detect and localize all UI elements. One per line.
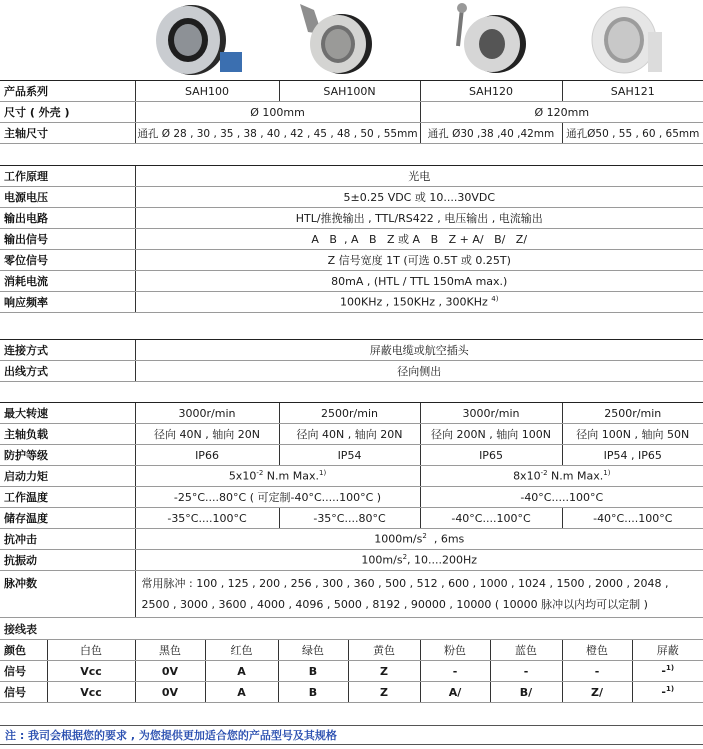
torque-base: 8x10: [513, 469, 541, 483]
signal-cell: B/: [490, 682, 562, 703]
vibration-exp: 2: [402, 553, 408, 562]
color-cell: 黄色: [348, 640, 420, 661]
torque-exp: -2: [540, 469, 548, 478]
signal-cell: B: [278, 682, 348, 703]
cell: -40°C....100°C: [420, 508, 562, 529]
table-row: [0, 571, 703, 618]
cell: IP54 , IP65: [562, 445, 703, 466]
series-sah121: SAH121: [562, 81, 703, 102]
table-row: [0, 361, 703, 382]
row-value: HTL/推挽输出 , TTL/RS422 , 电压输出 , 电流输出: [135, 208, 703, 229]
footer-note: 注 : 我司会根据您的要求 , 为您提供更加适合您的产品型号及其规格: [0, 725, 703, 745]
table-row: [0, 529, 703, 550]
row-label: 输出电路: [0, 208, 135, 229]
row-label: 主轴负载: [0, 424, 135, 445]
pulse-list: 常用脉冲 : 100 , 125 , 200 , 256 , 300 , 360 , 500 , 512 , 600 , 1000 , 1024 , 1500 , 2000 , 2048 , 2500 , 3000 , 3600 , 4000 , 4096 , 5000 , 8192 , 90000 , 10000 ( 10000 脉冲以内均可以定制 ): [135, 571, 703, 618]
signal-cell: [632, 661, 703, 682]
row-label: 出线方式: [0, 361, 135, 382]
freq-text: 100KHz , 150KHz , 300KHz: [340, 295, 488, 309]
row-label: 信号: [0, 682, 47, 703]
signal-cell: -: [562, 661, 632, 682]
series-table: [0, 80, 703, 144]
series-sah100: SAH100: [135, 81, 279, 102]
footnote-mark: 1): [666, 685, 675, 694]
electrical-table: [0, 165, 703, 313]
wiring-row: [0, 661, 703, 682]
encoder-sah120-photo: [450, 2, 530, 76]
cell: 2500r/min: [562, 403, 703, 424]
footnote-mark: 1): [318, 469, 327, 478]
cell: -40°C....100°C: [562, 508, 703, 529]
table-row: [0, 445, 703, 466]
row-label: 储存温度: [0, 508, 135, 529]
signal-cell: Vcc: [47, 682, 135, 703]
row-label: 消耗电流: [0, 271, 135, 292]
shield-signal: -: [661, 664, 666, 678]
row-label: 颜色: [0, 640, 47, 661]
wiring-table: [0, 640, 703, 703]
signal-cell: A: [205, 682, 278, 703]
table-row: [0, 250, 703, 271]
signal-cell: -: [490, 661, 562, 682]
row-label: 尺寸 ( 外壳 ): [0, 102, 135, 123]
table-row: [0, 424, 703, 445]
row-label: 脉冲数: [0, 571, 135, 618]
footnote-mark: 1): [666, 664, 675, 673]
wiring-title: 接线表: [0, 620, 703, 640]
table-row: [0, 81, 703, 102]
row-value: Z 信号宽度 1T (可选 0.5T 或 0.25T): [135, 250, 703, 271]
signal-cell: -: [420, 661, 490, 682]
signal-cell: Z: [348, 682, 420, 703]
color-cell: 白色: [47, 640, 135, 661]
cell: [420, 466, 703, 487]
cell: -40°C.....100°C: [420, 487, 703, 508]
signal-cell: [632, 682, 703, 703]
encoder-sah100-photo: [150, 2, 245, 76]
table-row: [0, 550, 703, 571]
row-value: 光电: [135, 166, 703, 187]
signal-cell: A: [205, 661, 278, 682]
encoder-sah100n-photo: [292, 2, 377, 76]
vibration-value: 100m/s: [361, 553, 403, 567]
table-row: [0, 166, 703, 187]
table-row: [0, 403, 703, 424]
row-label: 抗振动: [0, 550, 135, 571]
shock-value: 1000m/s: [374, 532, 423, 546]
size-120: Ø 120mm: [420, 102, 703, 123]
torque-unit: N.m Max.: [263, 469, 319, 483]
signal-cell: Vcc: [47, 661, 135, 682]
cell: 3000r/min: [135, 403, 279, 424]
signal-cell: 0V: [135, 661, 205, 682]
encoder-sah121-photo: [590, 2, 665, 76]
row-value: 屏蔽电缆或航空插头: [135, 340, 703, 361]
table-row: [0, 102, 703, 123]
cell: 径向 200N , 轴向 100N: [420, 424, 562, 445]
row-label: 主轴尺寸: [0, 123, 135, 144]
connection-table: [0, 339, 703, 382]
cell: IP66: [135, 445, 279, 466]
row-value: 径向侧出: [135, 361, 703, 382]
cell: -35°C....80°C: [279, 508, 420, 529]
row-label: 电源电压: [0, 187, 135, 208]
shield-signal: -: [661, 685, 666, 699]
row-value: 80mA , (HTL / TTL 150mA max.): [135, 271, 703, 292]
row-label: 最大转速: [0, 403, 135, 424]
cell: [135, 529, 703, 550]
footnote-mark: 4): [491, 295, 499, 304]
signal-cell: Z/: [562, 682, 632, 703]
table-row: [0, 487, 703, 508]
shaft-121: 通孔Ø50 , 55 , 60 , 65mm: [562, 123, 703, 144]
table-row: [0, 292, 703, 313]
color-cell: 橙色: [562, 640, 632, 661]
cell: -25°C....80°C ( 可定制-40°C.....100°C ): [135, 487, 420, 508]
shock-exp: 2: [422, 532, 427, 541]
signal-cell: Z: [348, 661, 420, 682]
torque-base: 5x10: [228, 469, 257, 483]
table-row: [0, 208, 703, 229]
shaft-120: 通孔 Ø30 ,38 ,40 ,42mm: [420, 123, 562, 144]
row-value: 5±0.25 VDC 或 10....30VDC: [135, 187, 703, 208]
shaft-100: 通孔 Ø 28 , 30 , 35 , 38 , 40 , 42 , 45 , 48 , 50 , 55mm: [135, 123, 420, 144]
color-cell: 蓝色: [490, 640, 562, 661]
vibration-suffix: , 10....200Hz: [407, 553, 478, 567]
color-cell: 红色: [205, 640, 278, 661]
row-label: 连接方式: [0, 340, 135, 361]
wiring-header-row: [0, 640, 703, 661]
table-row: [0, 271, 703, 292]
signal-cell: B: [278, 661, 348, 682]
wiring-row: [0, 682, 703, 703]
color-cell: 粉色: [420, 640, 490, 661]
color-cell: 绿色: [278, 640, 348, 661]
row-label: 信号: [0, 661, 47, 682]
size-100: Ø 100mm: [135, 102, 420, 123]
table-row: [0, 187, 703, 208]
cell: IP54: [279, 445, 420, 466]
row-value: [135, 292, 703, 313]
torque-exp: -2: [256, 469, 264, 478]
table-row: [0, 508, 703, 529]
cell: [135, 466, 420, 487]
row-label: 响应频率: [0, 292, 135, 313]
cell: IP65: [420, 445, 562, 466]
cell: -35°C....100°C: [135, 508, 279, 529]
table-row: [0, 340, 703, 361]
row-label: 防护等级: [0, 445, 135, 466]
product-photos: [0, 0, 703, 78]
series-sah120: SAH120: [420, 81, 562, 102]
cell: 径向 40N , 轴向 20N: [135, 424, 279, 445]
cell: 2500r/min: [279, 403, 420, 424]
row-label: 输出信号: [0, 229, 135, 250]
footnote-mark: 1): [603, 469, 611, 478]
row-label: 抗冲击: [0, 529, 135, 550]
row-label: 工作温度: [0, 487, 135, 508]
row-label: 产品系列: [0, 81, 135, 102]
table-row: [0, 123, 703, 144]
row-value: A B , A B Z 或 A B Z + A/ B/ Z/: [135, 229, 703, 250]
color-cell: 黑色: [135, 640, 205, 661]
cell: [135, 550, 703, 571]
cell: 径向 40N , 轴向 20N: [279, 424, 420, 445]
cell: 3000r/min: [420, 403, 562, 424]
series-sah100n: SAH100N: [279, 81, 420, 102]
row-label: 零位信号: [0, 250, 135, 271]
torque-unit: N.m Max.: [547, 469, 604, 483]
shock-suffix: , 6ms: [426, 532, 465, 546]
mechanical-table: [0, 402, 703, 618]
signal-cell: A/: [420, 682, 490, 703]
signal-cell: 0V: [135, 682, 205, 703]
color-cell: 屏蔽: [632, 640, 703, 661]
row-label: 工作原理: [0, 166, 135, 187]
cell: 径向 100N , 轴向 50N: [562, 424, 703, 445]
table-row: [0, 466, 703, 487]
table-row: [0, 229, 703, 250]
row-label: 启动力矩: [0, 466, 135, 487]
